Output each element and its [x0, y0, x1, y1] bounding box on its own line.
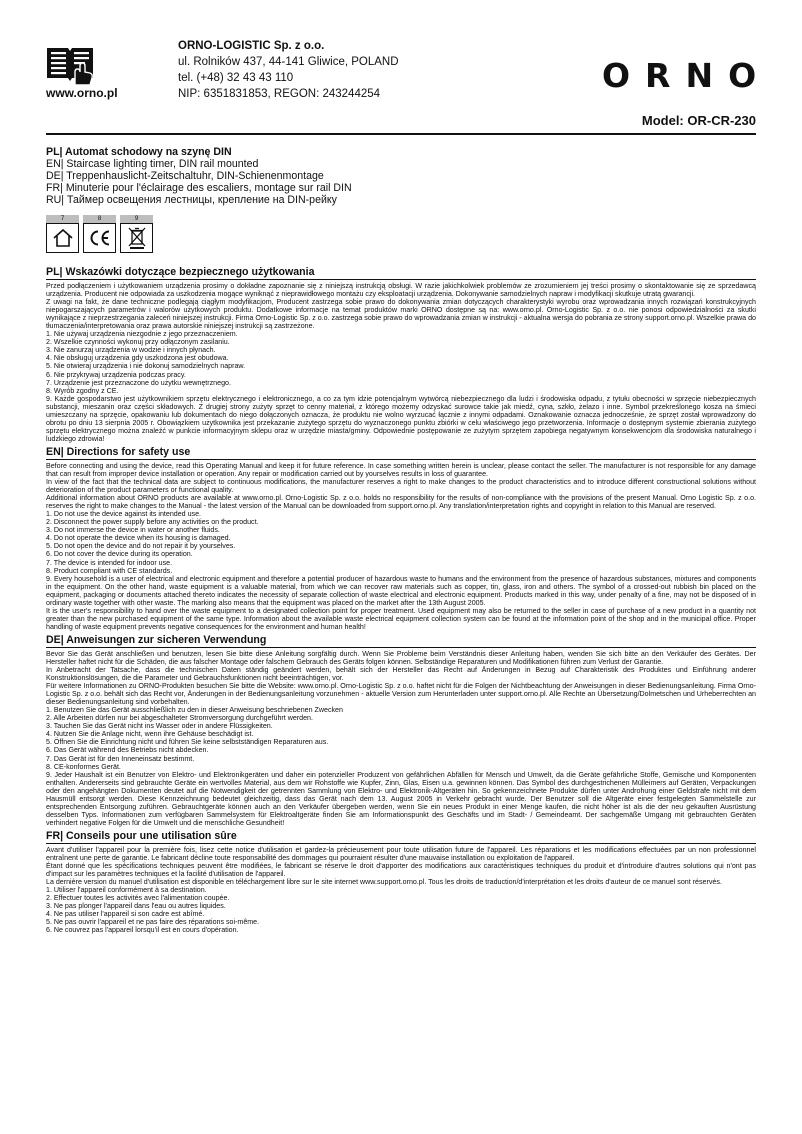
list-item: 9. Każde gospodarstwo jest użytkownikiem sprzętu elektrycznego i elektronicznego, a co za tym idzie potencjalnym wytwórcą niebezpiecznego dla ludzi i środowiska odpadu, z tytułu obecności w sprzęcie niebezpiecznych substancji, mieszanin oraz części składowych. Z drugiej strony zużyty sprzęt to cenny materiał, z którego możemy odzyskać surowce takie jak miedź, cyna, szkło, żelazo i inne. Symbol przekreślonego kosza na śmieci umieszczany na sprzęcie, opakowaniu lub dokumentach do niego dołączonych oznacza, że produktu nie wolno wyrzucać łącznie z innymi odpadami. Oznakowanie oznacza jednocześnie, że sprzęt został wprowadzony do obrotu po dniu 13 sierpnia 2005 r. Obowiązkiem użytkownika jest przekazanie zużytego sprzętu do wyznaczonego punktu zbiórki w celu właściwego jego przetworzenia. Informacje o dostępnym systemie zbierania zużytego sprzętu elektrycznego można znaleźć w punkcie informacyjnym sklepu oraz w urzędzie miasta/gminy. Odpowiednie postępowanie ze zużytym sprzętem zapobiega negatywnym konsekwencjom dla środowiska naturalnego i ludzkiego zdrowia! [46, 394, 756, 443]
paragraph: Bevor Sie das Gerät anschließen und benutzen, lesen Sie bitte diese Anleitung sorgfältig durch. Wenn Sie Probleme beim Verständnis dieser Anleitung haben, wenden Sie sich bitte an den Verkäufer des Gerätes. Der Hersteller haftet nicht für die Schäden, die aus falscher Montage oder falschem Gebrauch des Geräts folgen können. Selbständige Reparaturen und Modifikationen führen zum Verlust der Garantie. [46, 649, 756, 666]
crossed-bin-icon [120, 223, 153, 253]
paragraph: La dernière version du manuel d'utilisation est disponible en téléchargement libre sur le site internet www.support.orno.pl. Tous les droits de traduction/d'interprétation et les droits d'auteur de ce manuel sont réservés. [46, 878, 722, 887]
list-item: 2. Wszelkie czynności wykonuj przy odłączonym zasilaniu. [46, 338, 230, 347]
list-item: 1. Utiliser l'appareil conformément à sa destination. [46, 886, 207, 895]
list-item: 3. Nie zanurzaj urządzenia w wodzie i innych płynach. [46, 346, 216, 355]
list-item: 4. Nie obsługuj urządzenia gdy uszkodzona jest obudowa. [46, 354, 229, 363]
paragraph: It is the user's responsibility to hand over the waste equipment to a designated collection point for proper treatment. Used equipment may also be returned to the seller in case of purchase of a new product in a quantity not greater than the new purchased equipment of the same type. Information about the available waste electrical equipment collection system can be found at the information point of the shop and in the municipal office. Proper handling of waste equipment prevents negative consequences for the environment and human health! [46, 606, 756, 631]
website-url[interactable]: www.orno.pl [46, 86, 118, 100]
list-item: 5. Nie otwieraj urządzenia i nie dokonuj samodzielnych napraw. [46, 362, 246, 371]
list-item: 3. Ne pas plonger l'appareil dans l'eau ou autres liquides. [46, 902, 226, 911]
section-title: PL| Wskazówki dotyczące bezpiecznego użytkowania [46, 266, 756, 280]
paragraph: Étant donné que les spécifications techniques peuvent être modifiées, le fabricant se réserve le droit d'apporter des modifications aux caractéristiques techniques du produit et d'introduire d'autres solutions qui n'ont pas d'impact sur les paramètres techniques et la facilité d'utilisation de l'appareil. [46, 862, 756, 879]
paragraph: Additional information about ORNO products are available at www.orno.pl. Orno-Logistic Sp. z o.o. holds no responsibility for the results of non-compliance with the provisions of the present Manual. Orno Logistic Sp. z o.o. reserves the right to make changes to the Manual - the latest version of the Manual can be downloaded from support.orno.pl. Any translation/interpretation rights and copyright in relation to this Manual are reserved. [46, 494, 756, 511]
symbol-box [120, 215, 153, 253]
symbol-number: 8 [83, 215, 116, 223]
list-item: 4. Nutzen Sie die Anlage nicht, wenn ihre Gehäuse beschädigt ist. [46, 730, 254, 739]
orno-logo: ORNO [602, 56, 772, 95]
model-number: Model: OR-CR-230 [641, 113, 756, 128]
company-info [178, 38, 399, 102]
section-title: EN| Directions for safety use [46, 446, 756, 460]
company-phone: tel. (+48) 32 43 43 110 [178, 72, 294, 84]
symbol-box [83, 215, 116, 253]
header-divider [46, 133, 756, 135]
list-item: 6. Do not cover the device during its operation. [46, 550, 193, 559]
list-item: 4. Ne pas utiliser l'appareil si son cadre est abîmé. [46, 910, 205, 919]
list-item: 3. Tauchen Sie das Gerät nicht ins Wasser oder in andere Flüssigkeiten. [46, 722, 273, 731]
list-item: 8. Wyrób zgodny z CE. [46, 386, 119, 395]
section-en [46, 446, 756, 631]
title-ru: RU| Таймер освещения лестницы, крепление на DIN-рейку [46, 194, 337, 206]
list-item: 5. Ne pas ouvrir l'appareil et ne pas faire des réparations soi-même. [46, 918, 260, 927]
symbol-number: 9 [120, 215, 153, 223]
list-item: 7. Urządzenie jest przeznaczone do użytku wewnętrznego. [46, 378, 231, 387]
symbol-icons [46, 215, 153, 253]
list-item: 8. CE-konformes Gerät. [46, 762, 121, 771]
company-name: ORNO-LOGISTIC Sp. z o.o. [178, 40, 325, 52]
company-address: ul. Rolników 437, 44-141 Gliwice, POLAND [178, 56, 399, 68]
list-item: 4. Do not operate the device when its housing is damaged. [46, 534, 231, 543]
symbol-box [46, 215, 79, 253]
list-item: 5. Do not open the device and do not repair it by yourselves. [46, 542, 236, 551]
title-pl: PL| Automat schodowy na szynę DIN [46, 146, 232, 158]
paragraph: Before connecting and using the device, read this Operating Manual and keep it for future reference. In case something written herein is unclear, please contact the seller. The manufacturer is not responsible for any damage that can result from improper device installation or operation. Any repair or modification carried out by yourselves results in loss of guarantee. [46, 461, 756, 478]
paragraph: Avant d'utiliser l'appareil pour la première fois, lisez cette notice d'utilisation et gardez-la précieusement pour toute utilisation future de l'appareil. Les réparations et les modifications effectuées par un non professionnel entraînent une perte de garantie. Le fabricant décline toute responsabilité des dommages qui pourraient résulter d'une mauvaise installation ou exploitation de l'appareil. [46, 845, 756, 862]
list-item: 2. Alle Arbeiten dürfen nur bei abgeschalteter Stromversorgung durchgeführt werden. [46, 714, 313, 723]
title-en: EN| Staircase lighting timer, DIN rail mounted [46, 158, 259, 170]
paragraph: Przed podłączeniem i użytkowaniem urządzenia prosimy o dokładne zapoznanie się z niniejszą instrukcją obsługi. W razie jakichkolwiek problemów ze zrozumieniem jej treści prosimy o skontaktowanie się ze sprzedawcą urządzenia. Producent nie odpowiada za uszkodzenia mogące wyniknąć z nieprawidłowego montażu czy eksploatacji urządzenia. Dokonywanie samodzielnych napraw i modyfikacji skutkuje utratą gwarancji. [46, 282, 756, 299]
list-item: 1. Do not use the device against its intended use. [46, 510, 201, 519]
list-item: 5. Öffnen Sie die Einrichtung nicht und führen Sie keine selbstständigen Reparaturen aus. [46, 738, 329, 747]
company-ids: NIP: 6351831853, REGON: 243244254 [178, 88, 381, 100]
list-item: 6. Das Gerät während des Betriebs nicht abdecken. [46, 746, 209, 755]
list-item: 9. Jeder Haushalt ist ein Benutzer von Elektro- und Elektronikgeräten und daher ein potenzieller Produzent von gefährlichen Abfällen für Mensch und Umwelt, da die Geräte gefährliche Stoffe, Gemische und Komponenten enthalten. Andererseits sind gebrauchte Geräte ein wertvolles Material, aus dem wir Rohstoffe wie Kupfer, Zinn, Glas, Eisen u.a. gewinnen können. Das Symbol des durchgestrichenen Mülleimers auf Geräten, Verpackungen oder den angehängten Dokumenten deutet auf die Notwendigkeit der getrennten Sammlung von Elektro- und Elektronik-Altgeräten hin. So gekennzeichnete Produkte dürfen unter Androhung einer Geldstrafe nicht mit dem Hausmüll entsorgt werden. Diese Kennzeichnung bedeutet gleichzeitig, dass das Gerät nach dem 13. August 2005 in Verkehr gebracht wurde. Der Benutzer soll die Altgeräte einer festgelegten Sammelstelle zur entsprechenden Entsorgung zuführen. Gebrauchtgeräte können auch an den Verkäufer übergeben werden, wenn Sie ein neues Produkt in einer Menge kaufen, die nicht höher ist als die der neu gekauften Ausrüstung desselben Typs. Informationen zum verfügbaren Sammelsystem für Elektroaltgeräte finden Sie am Informationspunkt des Geschäfts und im Stadt- / Gemeindeamt. Der sachgemäße Umgang mit gebrauchten Geräten verhindert negative Folgen für die Umwelt und die menschliche Gesundheit! [46, 770, 756, 827]
list-item: 1. Nie używaj urządzenia niezgodnie z jego przeznaczeniem. [46, 330, 238, 339]
list-item: 2. Disconnect the power supply before any activities on the product. [46, 518, 259, 527]
list-item: 6. Nie przykrywaj urządzenia podczas pracy. [46, 370, 186, 379]
list-item: 8. Product compliant with CE standards. [46, 566, 173, 575]
list-item: 1. Benutzen Sie das Gerät ausschließlich zu den in dieser Anweisung beschriebenen Zwecken [46, 706, 343, 715]
symbol-number: 7 [46, 215, 79, 223]
product-titles [46, 146, 352, 206]
manual-content [46, 266, 756, 937]
list-item: 2. Effectuer toutes les activités avec l'alimentation coupée. [46, 894, 230, 903]
paragraph: In view of the fact that the technical data are subject to continuous modifications, the manufacturer reserves a right to make changes to the product characteristics and to introduce different constructional solutions without deterioration of the product parameters or functional quality. [46, 478, 756, 495]
list-item: 3. Do not immerse the device in water or another fluids. [46, 526, 220, 535]
paragraph: In Anbetracht der Tatsache, dass die technischen Daten ständig geändert werden, behält sich der Hersteller das Recht auf Änderungen in Bezug auf Charakteristik des Produktes und Einführung anderer Konstruktionslösungen, die die Parameter und Gebrauchsfunktionen nicht beeinträchtigen, vor. [46, 666, 756, 683]
house-icon [46, 223, 79, 253]
title-fr: FR| Minuterie pour l'éclairage des escaliers, montage sur rail DIN [46, 182, 352, 194]
title-de: DE| Treppenhauslicht-Zeitschaltuhr, DIN-Schienenmontage [46, 170, 324, 182]
ce-mark-icon [83, 223, 116, 253]
section-pl [46, 266, 756, 443]
section-title: DE| Anweisungen zur sicheren Verwendung [46, 634, 756, 648]
list-item: 7. Das Gerät ist für den Inneneinsatz bestimmt. [46, 754, 195, 763]
section-title: FR| Conseils pour une utilisation sûre [46, 830, 756, 844]
manual-book-icon [44, 42, 96, 86]
section-de [46, 634, 756, 827]
page-header [0, 0, 802, 150]
section-fr [46, 830, 756, 935]
list-item: 9. Every household is a user of electrical and electronic equipment and therefore a potential producer of hazardous waste to humans and the environment from the presence of hazardous substances, mixtures and components in the equipment. On the other hand, waste equipment is a valuable material, from which we can recover raw materials such as copper, tin, glass, iron and others. The symbol of a crossed-out rubbish bin placed on the equipment, packaging or documents attached thereto indicates the necessity of separate collection of waste electrical and electronic equipment. Products marked in this way, under penalty of a fine, may not be disposed of in ordinary waste together with other waste. The marking also means that the equipment was placed on the market after the 13th August 2005. [46, 574, 756, 607]
list-item: 6. Ne couvrez pas l'appareil lorsqu'il est en cours d'opération. [46, 926, 239, 935]
list-item: 7. The device is intended for indoor use. [46, 558, 173, 567]
paragraph: Für weitere Informationen zu ORNO-Produkten besuchen Sie bitte die Website: www.orno.pl. Orno-Logistic Sp. z o.o. haftet nicht für die Folgen der Nichtbeachtung der Anweisungen in dieser Bedienungsanleitung. Firma Orno-Logistic Sp. z o.o. behält sich das Recht vor, Änderungen in der Bedienungsanleitung vorzunehmen - aktuelle Version zum Herunterladen unter support.orno.pl. Alle Rechte an Übersetzung/Dolmetschen und Urheberrechten an dieser Bedienungsanleitung sind vorbehalten. [46, 682, 756, 707]
paragraph: Z uwagi na fakt, że dane techniczne podlegają ciągłym modyfikacjom, Producent zastrzega sobie prawo do dokonywania zmian dotyczących charakterystyki wyrobu oraz wprowadzania innych rozwiązań konstrukcyjnych niepogarszających parametrów i walorów użytkowych produktu. Dodatkowe informacje na temat produktów marki ORNO dostępne są na: www.orno.pl. Orno-Logistic Sp. z o.o. nie ponosi odpowiedzialności za skutki wynikające z nieprzestrzegania zaleceń niniejszej instrukcji. Firma Orno-Logistic Sp. z o.o. zastrzega sobie prawo do wprowadzania zmian w instrukcji - aktualna wersja do pobrania ze strony support.orno.pl. Wszelkie prawa do tłumaczenia/interpretowania oraz prawa autorskie niniejszej instrukcji są zastrzeżone. [46, 298, 756, 331]
